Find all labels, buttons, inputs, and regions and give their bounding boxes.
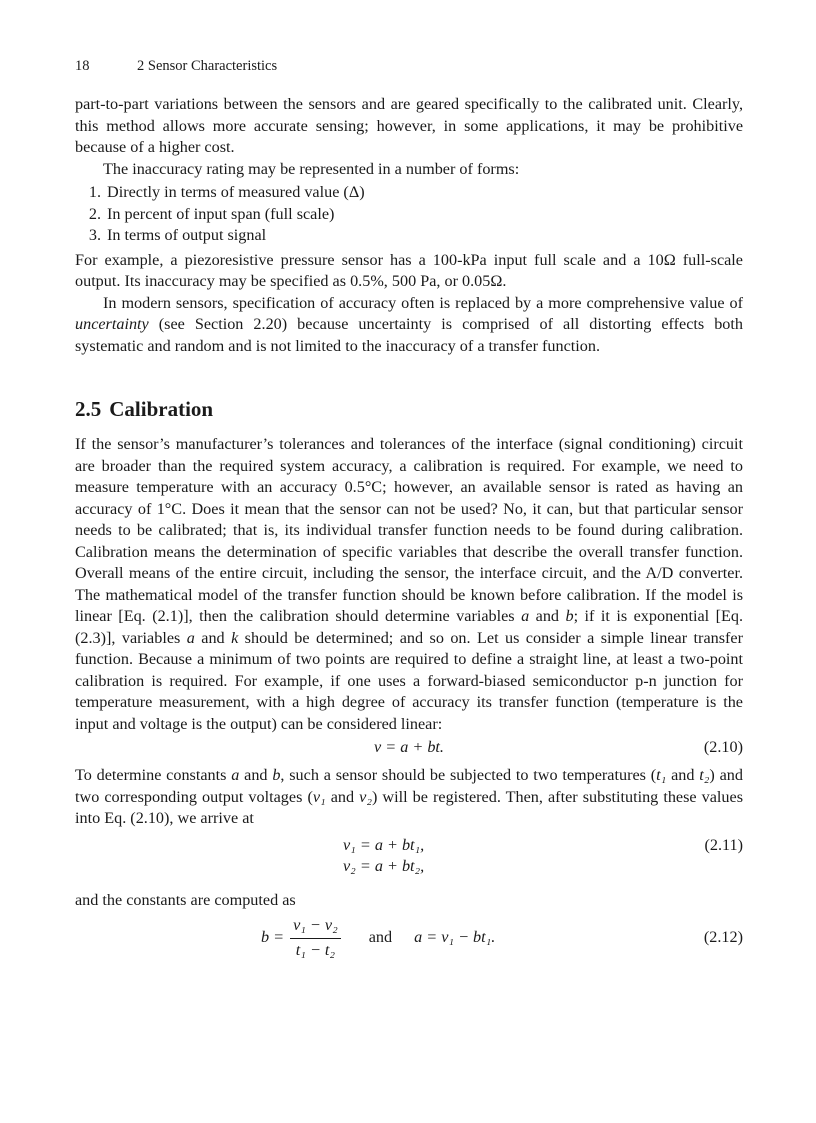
variable: v₁ [312,787,326,806]
text-run: If the sensor’s manufacturer’s tolerances and tolerances of the interface (signal conditioning) circuit are broader than the required system accuracy, a calibration is required. For example, we need to measure temperature with an accuracy 0.5°C; however, an available sensor is rated as having an accuracy of 1°C. Does it mean that the sensor can not be used? No, it can, but that particular sensor needs to be calibrated; that is, its individual transfer function needs to be found during calibration. Calibration means the determination of specific variables that describe the overall transfer function. Overall means of the entire circuit, including the sensor, the interface circuit, and the A/D converter. The mathematical model of the transfer function should be known before calibration. If the model is linear [Eq. (2.1)], then the calibration should determine variables [75,435,743,625]
variable: t₁ [656,766,667,784]
paragraph-uncertainty [75,293,743,358]
variable: v₂ [359,787,372,806]
list-item [75,225,743,247]
equation-line: v₁ = a + bt₁, [343,835,425,854]
equation-lhs: b = [261,928,285,947]
paragraph-computed: and the constants are computed as [75,890,296,909]
equation-number: (2.11) [704,835,743,854]
paragraph-inaccuracy-forms: The inaccuracy rating may be represented in a number of forms: [103,159,520,178]
equation-2-12 [75,915,743,963]
equation-rhs: a = v₁ − bt₁. [414,928,496,947]
text-run: , such a sensor should be subjected to two temperatures ( [280,766,657,784]
equation-number: (2.10) [703,738,743,756]
emphasis: uncertainty [75,315,149,333]
text-run: and [239,766,273,784]
paragraph-continuation: part-to-part variations between the sensors and are geared specifically to the calibrated unit. Clearly, this method allows more accurate sensing; however, in some applications, it may be prohibitive because of a higher cost. [75,95,743,156]
text-run: and [666,766,700,784]
list-text: In percent of input span (full scale) [107,204,335,223]
paragraph-constants [75,765,743,830]
variable: a [186,628,195,647]
equation-2-11 [75,835,743,881]
text-run: should be determined; and so on. Let us consider a simple linear transfer function. Because a minimum of two points are required to define a straight line, at least a two-point calibration is required. For example, if one uses a forward-biased semiconductor p-n junction for temperature measurement, with a high degree of accuracy its transfer function (temperature is the input and voltage is the output) can be considered linear: [75,628,743,733]
text-run: and [529,607,566,625]
text-run: and [325,787,360,806]
inaccuracy-forms-list [75,182,743,247]
list-item [75,204,743,226]
fraction-denominator: t₁ − t₂ [295,940,336,959]
variable: a [231,766,240,784]
equation-number: (2.12) [703,928,743,946]
variable: b [565,607,574,625]
equation-conjunction: and [368,928,393,947]
page-body [75,94,743,963]
paragraph-calibration [75,434,743,735]
variable: b [272,766,281,784]
list-number: 3. [88,226,101,244]
text-run: In modern sensors, specification of accuracy often is replaced by a more comprehensive value of [103,293,743,312]
list-number: 1. [88,183,101,201]
list-text: In terms of output signal [107,226,267,244]
page-number: 18 [75,58,90,74]
list-text: Directly in terms of measured value (Δ) [107,183,365,201]
variable: k [231,628,239,647]
section-heading [75,396,743,422]
text-run: (see Section 2.20) because uncertainty is comprised of all distorting effects both systematic and random and is not limited to the inaccuracy of a transfer function. [75,315,743,355]
equation-2-10 [75,737,743,761]
text-run: ; if it is exponential [Eq. (2.3)], variables [75,607,744,647]
list-number: 2. [88,204,101,223]
section-number: 2.5 [75,397,102,421]
text-run: ) and two corresponding output voltages ( [75,766,743,806]
fraction-numerator: v₁ − v₂ [290,915,341,939]
running-header [75,58,277,75]
paragraph-example: For example, a piezoresistive pressure sensor has a 100-kPa input full scale and a 10Ω full-scale output. Its inaccuracy may be specified as 0.5%, 500 Pa, or 0.05Ω. [75,250,743,290]
equation-line: v₂ = a + bt₂, [343,857,425,875]
section-title: Calibration [109,397,214,421]
list-item [75,182,743,204]
equation-expression: v = a + bt. [374,738,444,756]
variable: a [521,607,530,625]
text-run: and [194,628,232,647]
chapter-title: 2 Sensor Characteristics [137,58,278,74]
text-run: To determine constants [75,766,232,784]
text-run: ) will be registered. Then, after substituting these values into Eq. (2.10), we arrive at [75,787,743,827]
fraction [290,915,341,961]
variable: t₂ [699,766,710,784]
